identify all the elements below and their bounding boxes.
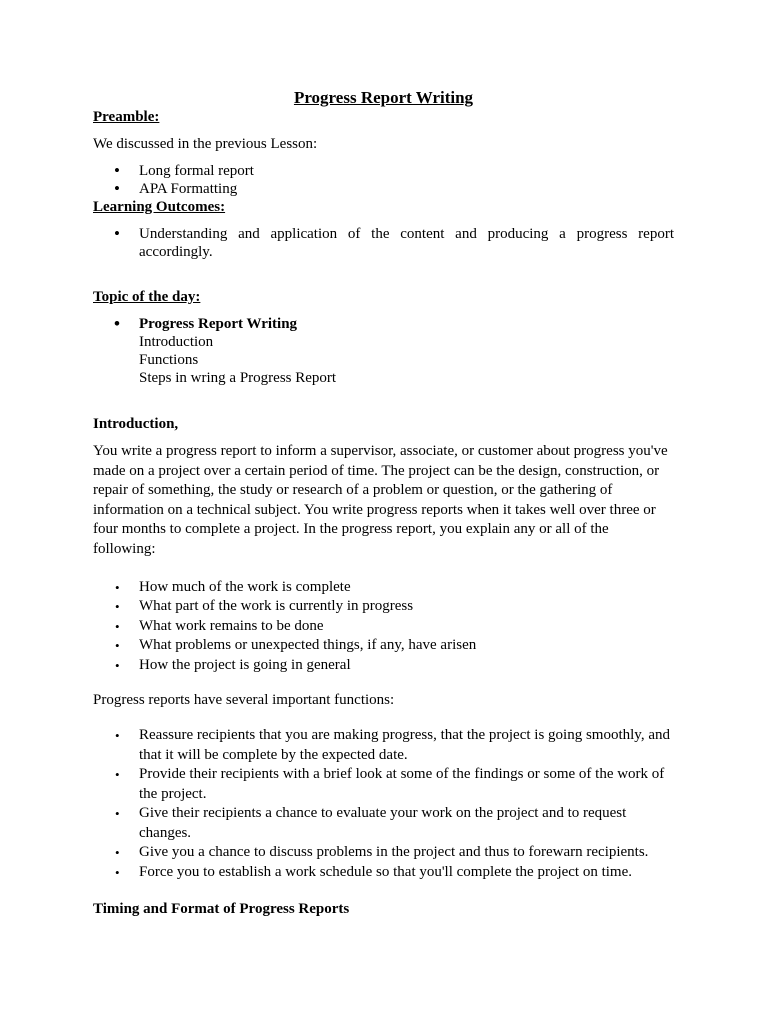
list-item: • What part of the work is currently in progress: [93, 597, 674, 617]
list-item: • How the project is going in general: [93, 656, 674, 676]
introduction-paragraph: You write a progress report to inform a supervisor, associate, or customer about progress you've made on a project over a certain period of time. The project can be the design, construction, or repair of something, the study or research of a problem or question, or the gathering of information on a technical subject. You write progress reports when it takes well over three or four months to complete a project. In the progress report, you explain any or all of the following:: [93, 443, 668, 557]
introduction-heading: Introduction,: [93, 416, 179, 432]
list-item: • Long formal report: [93, 162, 674, 180]
preamble-heading: Preamble:: [93, 109, 160, 125]
list-item: • Progress Report Writing: [93, 315, 674, 333]
functions-list: [93, 726, 674, 882]
preamble-list: [93, 162, 674, 198]
timing-heading: Timing and Format of Progress Reports: [93, 901, 350, 918]
document-title: Progress Report Writing: [293, 88, 474, 107]
learning-outcomes-list: [93, 225, 674, 261]
list-item: • Force you to establish a work schedule so that you'll complete the project on time.: [93, 863, 674, 883]
list-item: • How much of the work is complete: [93, 578, 674, 598]
list-item: • Give you a chance to discuss problems in the project and thus to forewarn recipients.: [93, 843, 674, 863]
topic-heading: Topic of the day:: [93, 289, 201, 305]
list-item: • Give their recipients a chance to evaluate your work on the project and to request changes.: [93, 804, 674, 843]
topic-subitem: Functions: [139, 352, 199, 368]
list-item: • Understanding and application of the content and producing a progress report accordingly.: [93, 225, 674, 261]
list-item: • APA Formatting: [93, 180, 674, 198]
learning-outcomes-heading: Learning Outcomes:: [93, 199, 226, 215]
functions-intro: Progress reports have several important functions:: [93, 692, 395, 709]
topic-list: [93, 315, 674, 333]
document-body: [93, 88, 674, 918]
list-item: • What problems or unexpected things, if any, have arisen: [93, 636, 674, 656]
preamble-intro: We discussed in the previous Lesson:: [93, 136, 318, 152]
topic-subitem: Introduction: [139, 334, 214, 350]
list-item: • Reassure recipients that you are making progress, that the project is going smoothly, and that it will be complete by the expected date.: [93, 726, 674, 765]
introduction-list: [93, 578, 674, 676]
list-item: • Provide their recipients with a brief look at some of the findings or some of the work of the project.: [93, 765, 674, 804]
list-item: • What work remains to be done: [93, 617, 674, 637]
topic-subitem: Steps in wring a Progress Report: [139, 370, 337, 386]
